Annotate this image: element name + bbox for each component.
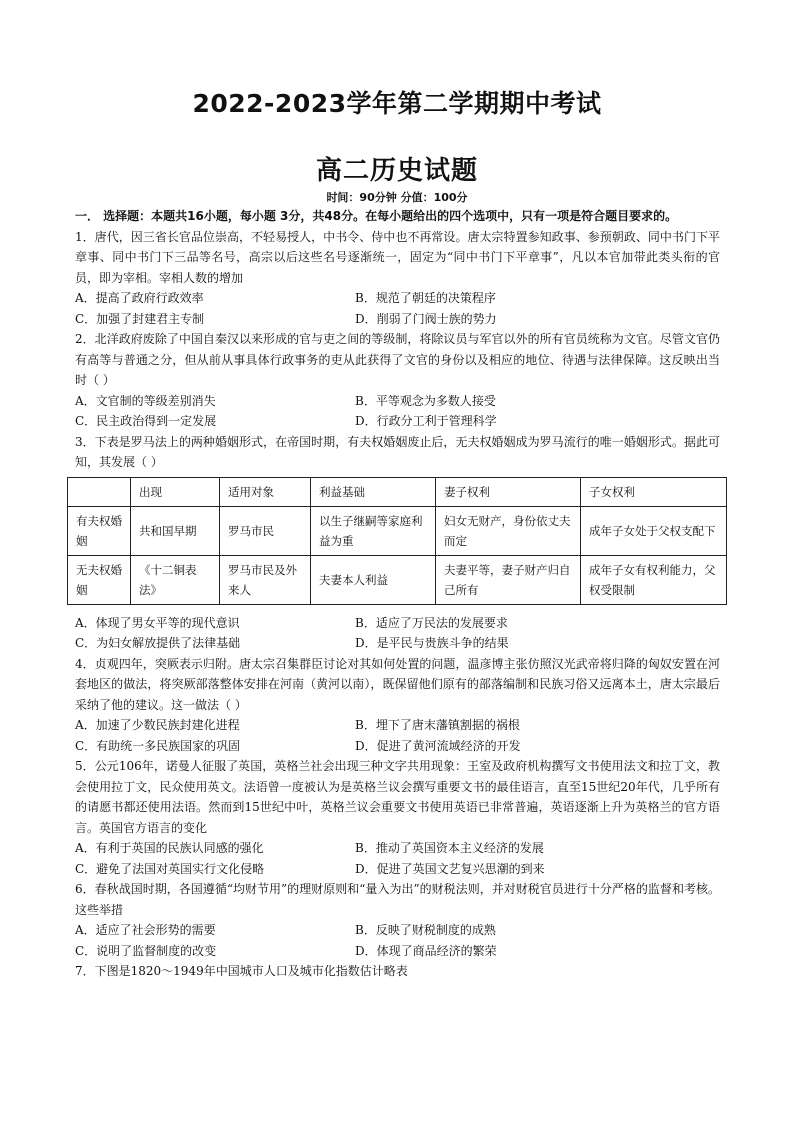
table-cell: 妇女无财产，身份依丈夫而定 bbox=[436, 506, 581, 555]
option-d: D．行政分工利于管理科学 bbox=[355, 414, 497, 428]
table-cell: 夫妻平等，妻子财产归自己所有 bbox=[436, 555, 581, 604]
option-b: B．推动了英国资本主义经济的发展 bbox=[355, 841, 544, 855]
table-cell: 夫妻本人利益 bbox=[311, 555, 436, 604]
option-a: A．提高了政府行政效率 bbox=[75, 291, 204, 305]
table-cell: 有夫权婚姻 bbox=[68, 506, 131, 555]
table-cell: 无夫权婚姻 bbox=[68, 555, 131, 604]
marriage-table bbox=[67, 477, 727, 605]
question-stem: 6．春秋战国时期，各国遵循“均财节用”的理财原则和“量入为出”的财税法则，并对财税官员进行十分严格的监督和考核。这些举措 bbox=[75, 882, 720, 917]
option-a: A．有利于英国的民族认同感的强化 bbox=[75, 841, 264, 855]
table-header-cell: 利益基础 bbox=[311, 477, 436, 506]
option-c: C．为妇女解放提供了法律基础 bbox=[75, 636, 241, 650]
table-header-cell: 妻子权利 bbox=[436, 477, 581, 506]
question-6 bbox=[75, 879, 720, 961]
question-1 bbox=[75, 227, 720, 330]
question-options bbox=[75, 288, 720, 329]
table-cell: 共和国早期 bbox=[131, 506, 220, 555]
option-c: C．避免了法国对英国实行文化侵略 bbox=[75, 861, 265, 876]
question-7 bbox=[75, 961, 720, 982]
exam-content bbox=[75, 206, 720, 982]
exam-title: 2022-2023学年第二学期期中考试 bbox=[192, 89, 602, 118]
exam-meta: 时间：90分钟 分值：100分 bbox=[326, 191, 468, 204]
option-b: B．适应了万民法的发展要求 bbox=[355, 615, 508, 630]
question-stem: 7．下图是1820～1949年中国城市人口及城市化指数估计略表 bbox=[75, 964, 408, 978]
table-header-cell: 适用对象 bbox=[220, 477, 311, 506]
section-heading: 一． 选择题：本题共16小题，每小题 3分，共48分。在每小题给出的四个选项中，只有一项是符合题目要求的。 bbox=[75, 209, 678, 223]
option-d: D．是平民与贵族斗争的结果 bbox=[355, 636, 509, 650]
question-3 bbox=[75, 432, 720, 654]
option-c: C．有助统一多民族国家的巩固 bbox=[75, 738, 241, 753]
question-stem: 2．北洋政府废除了中国自秦汉以来形成的官与吏之间的等级制，将除议员与军官以外的所有官员统称为文官。尽管文官仍有高等与普通之分，但从前从事具体行政事务的吏从此获得了文官的身份以及相应的地位、待遇与法律保障。这反映出当时（ ） bbox=[75, 332, 720, 387]
option-a: A．适应了社会形势的需要 bbox=[75, 923, 216, 937]
question-stem: 5．公元106年，诺曼人征服了英国，英格兰社会出现三种文字共用现象：王室及政府机构撰写文书使用法文和拉丁文，教会使用拉丁文，民众使用英文。法语曾一度被认为是英格兰议会撰写重要文书的最佳语言，直至15世纪20年代，几乎所有的请愿书都还使用法语。然而到15世纪中叶，英格兰议会重要文书使用英语已非常普遍，英语逐渐上升为英格兰的官方语言。英国官方语言的变化 bbox=[75, 759, 720, 835]
question-5 bbox=[75, 756, 720, 879]
table-cell: 成年子女有权利能力，父权受限制 bbox=[581, 555, 727, 604]
subject-title: 高二历史试题 bbox=[315, 156, 478, 186]
question-stem: 4．贞观四年，突厥表示归附。唐太宗召集群臣讨论对其如何处置的问题，温彦博主张仿照汉光武帝将归降的匈奴安置在河套地区的做法，将突厥部落整体安排在河南（黄河以南），既保留他们原有的部落编制和民族习俗又远离本土，唐太宗最后采纳了他的建议。这一做法（ ） bbox=[75, 656, 720, 712]
table-header-cell: 子女权利 bbox=[581, 477, 727, 506]
option-b: B．埋下了唐末藩镇割据的祸根 bbox=[355, 718, 520, 732]
option-d: D．体现了商品经济的繁荣 bbox=[355, 943, 497, 958]
question-2 bbox=[75, 329, 720, 432]
option-b: B．规范了朝廷的决策程序 bbox=[355, 291, 496, 305]
table-cell: 罗马市民及外来人 bbox=[220, 555, 311, 604]
option-d: D．促进了黄河流域经济的开发 bbox=[355, 738, 521, 753]
option-d: D．削弱了门阀士族的势力 bbox=[355, 311, 497, 326]
question-options bbox=[75, 613, 720, 654]
option-c: C．民主政治得到一定发展 bbox=[75, 414, 217, 428]
question-stem: 3．下表是罗马法上的两种婚姻形式，在帝国时期，有夫权婚姻废止后，无夫权婚姻成为罗马流行的唯一婚姻形式。据此可知，其发展（ ） bbox=[75, 434, 720, 469]
question-options bbox=[75, 715, 720, 756]
table-cell: 《十二铜表法》 bbox=[131, 555, 220, 604]
table-header-row bbox=[68, 477, 727, 506]
table-cell: 成年子女处于父权支配下 bbox=[581, 506, 727, 555]
table-cell: 罗马市民 bbox=[220, 506, 311, 555]
question-4 bbox=[75, 654, 720, 757]
table-header-cell: 出现 bbox=[131, 477, 220, 506]
question-options bbox=[75, 920, 720, 961]
option-a: A．体现了男女平等的现代意识 bbox=[75, 615, 240, 630]
table-cell: 以生子继嗣等家庭利益为重 bbox=[311, 506, 436, 555]
question-options bbox=[75, 838, 720, 879]
option-c: C．加强了封建君主专制 bbox=[75, 311, 205, 326]
question-options bbox=[75, 391, 720, 432]
table-row bbox=[68, 506, 727, 555]
option-d: D．促进了英国文艺复兴思潮的到来 bbox=[355, 861, 545, 876]
option-b: B．反映了财税制度的成熟 bbox=[355, 923, 496, 937]
option-a: A．加速了少数民族封建化进程 bbox=[75, 718, 240, 732]
table-row bbox=[68, 555, 727, 604]
option-c: C．说明了监督制度的改变 bbox=[75, 943, 217, 958]
option-a: A．文官制的等级差别消失 bbox=[75, 393, 216, 408]
option-b: B．平等观念为多数人接受 bbox=[355, 393, 496, 408]
question-stem: 1．唐代，因三省长官品位崇高，不轻易授人，中书令、侍中也不再常设。唐太宗特置参知政事、参预朝政、同中书门下平章事、同中书门下三品等名号，高宗以后这些名号逐渐统一，固定为“同中书门下平章事”，凡以本官加带此类头衔的官员，即为宰相。宰相人数的增加 bbox=[75, 229, 720, 285]
table-header-cell bbox=[68, 477, 131, 506]
